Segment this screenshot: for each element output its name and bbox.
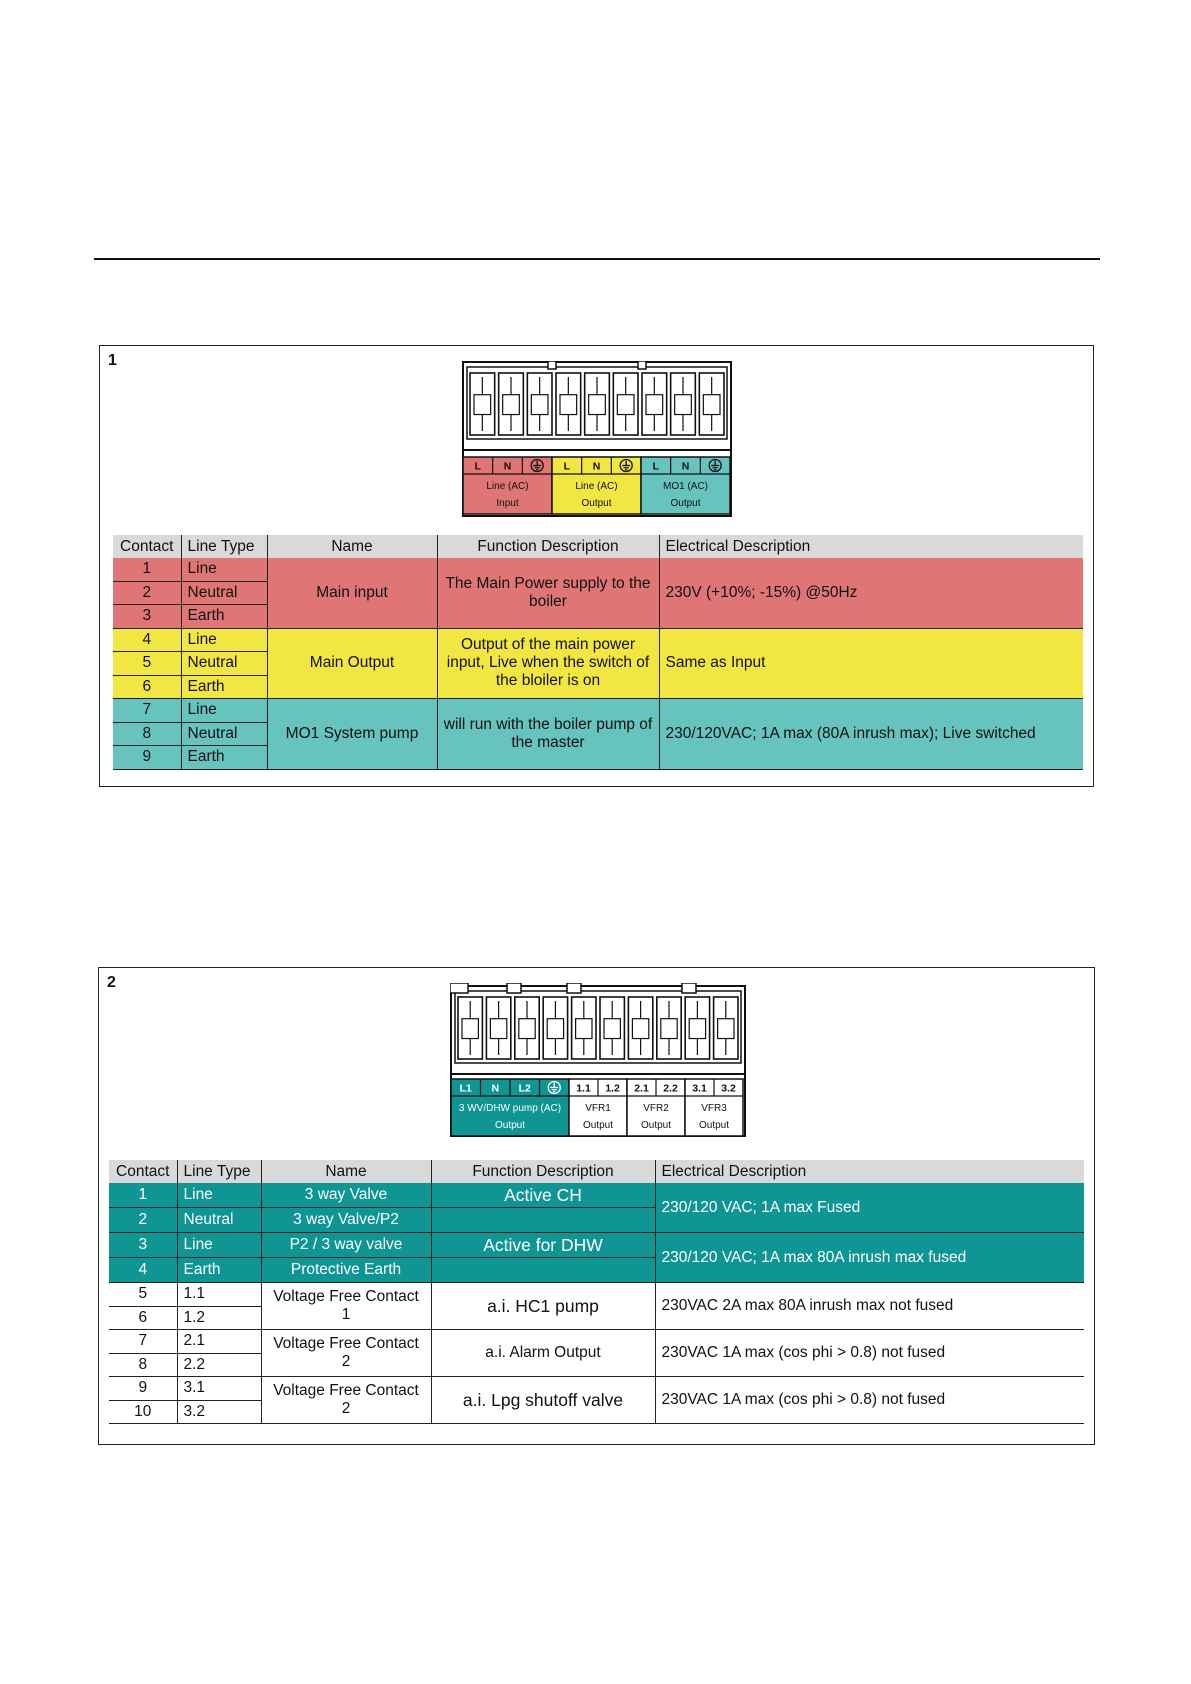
name-cell: Voltage Free Contact 1 xyxy=(261,1283,431,1330)
table-header-row xyxy=(109,1160,1084,1183)
name-cell: Main Output xyxy=(267,628,437,699)
contact-cell: 7 xyxy=(113,699,181,723)
electrical-cell: 230VAC 1A max (cos phi > 0.8) not fused xyxy=(655,1377,1084,1424)
connector-group-label: Output xyxy=(640,1120,672,1131)
header-line-type: Line Type xyxy=(181,535,267,558)
connector-group-label: Output xyxy=(582,1120,614,1131)
contact-cell: 5 xyxy=(109,1283,177,1307)
connector-group-label: Line (AC) xyxy=(575,481,618,492)
connector-group xyxy=(627,1079,685,1136)
connector-group-label: Output xyxy=(670,498,701,509)
function-cell: Output of the main power input, Live when the switch of the bloiler is on xyxy=(437,628,659,699)
table-row xyxy=(113,558,1083,581)
contact-cell: 9 xyxy=(113,746,181,770)
header-rule xyxy=(94,258,1100,260)
connector-cell xyxy=(642,373,667,435)
connector-group xyxy=(552,457,641,514)
line-type-cell: Neutral xyxy=(181,581,267,605)
line-type-cell: Line xyxy=(177,1233,261,1258)
line-type-cell: 3.1 xyxy=(177,1377,261,1401)
name-cell: 3 way Valve/P2 xyxy=(261,1208,431,1233)
pin-label: L xyxy=(474,460,482,473)
connector-cell xyxy=(527,373,552,435)
connector-group-label: VFR2 xyxy=(643,1103,669,1114)
contact-cell: 9 xyxy=(109,1377,177,1401)
function-cell: The Main Power supply to the boiler xyxy=(437,558,659,628)
contact-cell: 10 xyxy=(109,1400,177,1424)
electrical-cell: 230/120VAC; 1A max (80A inrush max); Live switched xyxy=(659,699,1083,770)
connector-cell xyxy=(699,373,724,435)
contact-cell: 7 xyxy=(109,1330,177,1354)
contact-cell: 4 xyxy=(113,628,181,652)
connector-panel-2 xyxy=(98,967,1095,1445)
contact-cell: 4 xyxy=(109,1258,177,1283)
function-cell xyxy=(431,1208,655,1233)
panel-number: 2 xyxy=(107,974,116,991)
connector-group-label: VFR1 xyxy=(585,1103,611,1114)
electrical-cell: 230/120 VAC; 1A max 80A inrush max fused xyxy=(655,1233,1084,1283)
function-cell: a.i. HC1 pump xyxy=(431,1283,655,1330)
pin-label: L xyxy=(563,460,571,473)
table-row xyxy=(109,1377,1084,1401)
function-cell: will run with the boiler pump of the master xyxy=(437,699,659,770)
table-row xyxy=(109,1183,1084,1208)
function-cell xyxy=(431,1258,655,1283)
connector-cell xyxy=(657,997,681,1059)
line-type-cell: Neutral xyxy=(177,1208,261,1233)
pin-label: 1.2 xyxy=(605,1082,620,1095)
contact-cell: 8 xyxy=(113,722,181,746)
connector-cell xyxy=(470,373,495,435)
header-contact: Contact xyxy=(109,1160,177,1183)
pin-label: L2 xyxy=(518,1082,531,1095)
line-type-cell: Earth xyxy=(181,605,267,629)
connector-cell xyxy=(685,997,709,1059)
table-row xyxy=(113,699,1083,723)
contact-cell: 2 xyxy=(109,1208,177,1233)
name-cell: P2 / 3 way valve xyxy=(261,1233,431,1258)
connector-group-label: MO1 (AC) xyxy=(663,481,708,492)
function-cell: Active for DHW xyxy=(431,1233,655,1258)
electrical-cell: 230/120 VAC; 1A max Fused xyxy=(655,1183,1084,1233)
line-type-cell: 2.2 xyxy=(177,1353,261,1377)
connector-panel-1 xyxy=(99,345,1094,787)
connector-cell xyxy=(499,373,524,435)
pin-label: N xyxy=(491,1082,500,1095)
connector-group-label: Line (AC) xyxy=(486,481,529,492)
line-type-cell: Earth xyxy=(177,1258,261,1283)
header-electrical: Electrical Description xyxy=(659,535,1083,558)
line-type-cell: Neutral xyxy=(181,652,267,676)
name-cell: Voltage Free Contact 2 xyxy=(261,1377,431,1424)
panel-number: 1 xyxy=(108,352,117,369)
connector-cell xyxy=(585,373,610,435)
contact-cell: 1 xyxy=(109,1183,177,1208)
connector-group-label: 3 WV/DHW pump (AC) xyxy=(458,1103,562,1114)
line-type-cell: Line xyxy=(181,699,267,723)
line-type-cell: 1.1 xyxy=(177,1283,261,1307)
connector-cell xyxy=(515,997,539,1059)
header-function: Function Description xyxy=(437,535,659,558)
name-cell: 3 way Valve xyxy=(261,1183,431,1208)
connector-group xyxy=(685,1079,743,1136)
line-type-cell: Line xyxy=(177,1183,261,1208)
contact-cell: 3 xyxy=(109,1233,177,1258)
header-function: Function Description xyxy=(431,1160,655,1183)
connector-group-label: VFR3 xyxy=(701,1103,727,1114)
connector-group-label: Input xyxy=(496,498,519,509)
header-name: Name xyxy=(261,1160,431,1183)
connector-diagram-2 xyxy=(450,983,746,1139)
pin-label: 3.1 xyxy=(692,1082,707,1095)
connector-group-label: Output xyxy=(698,1120,730,1131)
connector-cell xyxy=(613,373,638,435)
connector-group-label: Output xyxy=(581,498,612,509)
pin-label: 2.1 xyxy=(634,1082,649,1095)
line-type-cell: Line xyxy=(181,558,267,581)
table-row xyxy=(109,1330,1084,1354)
connector-group xyxy=(641,457,730,514)
pin-label: 1.1 xyxy=(576,1082,591,1095)
connector-cell xyxy=(600,997,624,1059)
connector-cell xyxy=(543,997,567,1059)
pin-label: N xyxy=(592,460,601,473)
name-cell: Main input xyxy=(267,558,437,628)
name-cell: Voltage Free Contact 2 xyxy=(261,1330,431,1377)
pin-label: L1 xyxy=(459,1082,472,1095)
line-type-cell: Neutral xyxy=(181,722,267,746)
pinout-table-1 xyxy=(113,535,1083,770)
line-type-cell: Earth xyxy=(181,746,267,770)
connector-cell xyxy=(628,997,652,1059)
contact-cell: 6 xyxy=(109,1306,177,1330)
contact-cell: 6 xyxy=(113,675,181,699)
contact-cell: 8 xyxy=(109,1353,177,1377)
contact-cell: 2 xyxy=(113,581,181,605)
connector-group-label: Output xyxy=(494,1120,526,1131)
electrical-cell: 230VAC 1A max (cos phi > 0.8) not fused xyxy=(655,1330,1084,1377)
electrical-cell: 230V (+10%; -15%) @50Hz xyxy=(659,558,1083,628)
connector-group xyxy=(463,457,552,514)
table-header-row xyxy=(113,535,1083,558)
connector-diagram-1 xyxy=(462,361,732,517)
pinout-table-2 xyxy=(109,1160,1084,1424)
connector-cell xyxy=(714,997,738,1059)
header-line-type: Line Type xyxy=(177,1160,261,1183)
function-cell: a.i. Alarm Output xyxy=(431,1330,655,1377)
table-row xyxy=(113,628,1083,652)
function-cell: a.i. Lpg shutoff valve xyxy=(431,1377,655,1424)
electrical-cell: Same as Input xyxy=(659,628,1083,699)
contact-cell: 3 xyxy=(113,605,181,629)
connector-cell xyxy=(486,997,510,1059)
electrical-cell: 230VAC 2A max 80A inrush max not fused xyxy=(655,1283,1084,1330)
contact-cell: 1 xyxy=(113,558,181,581)
name-cell: MO1 System pump xyxy=(267,699,437,770)
header-name: Name xyxy=(267,535,437,558)
connector-cell xyxy=(572,997,596,1059)
name-cell: Protective Earth xyxy=(261,1258,431,1283)
line-type-cell: 1.2 xyxy=(177,1306,261,1330)
table-row xyxy=(109,1233,1084,1258)
line-type-cell: 3.2 xyxy=(177,1400,261,1424)
connector-cell xyxy=(556,373,581,435)
connector-cell xyxy=(671,373,696,435)
pin-label: 2.2 xyxy=(663,1082,678,1095)
connector-group xyxy=(451,1079,569,1136)
connector-group xyxy=(569,1079,627,1136)
contact-cell: 5 xyxy=(113,652,181,676)
function-cell: Active CH xyxy=(431,1183,655,1208)
connector-cell xyxy=(458,997,482,1059)
line-type-cell: Line xyxy=(181,628,267,652)
header-electrical: Electrical Description xyxy=(655,1160,1084,1183)
pin-label: L xyxy=(652,460,660,473)
line-type-cell: 2.1 xyxy=(177,1330,261,1354)
table-row xyxy=(109,1283,1084,1307)
line-type-cell: Earth xyxy=(181,675,267,699)
pin-label: N xyxy=(681,460,690,473)
pin-label: N xyxy=(503,460,512,473)
pin-label: 3.2 xyxy=(721,1082,736,1095)
header-contact: Contact xyxy=(113,535,181,558)
